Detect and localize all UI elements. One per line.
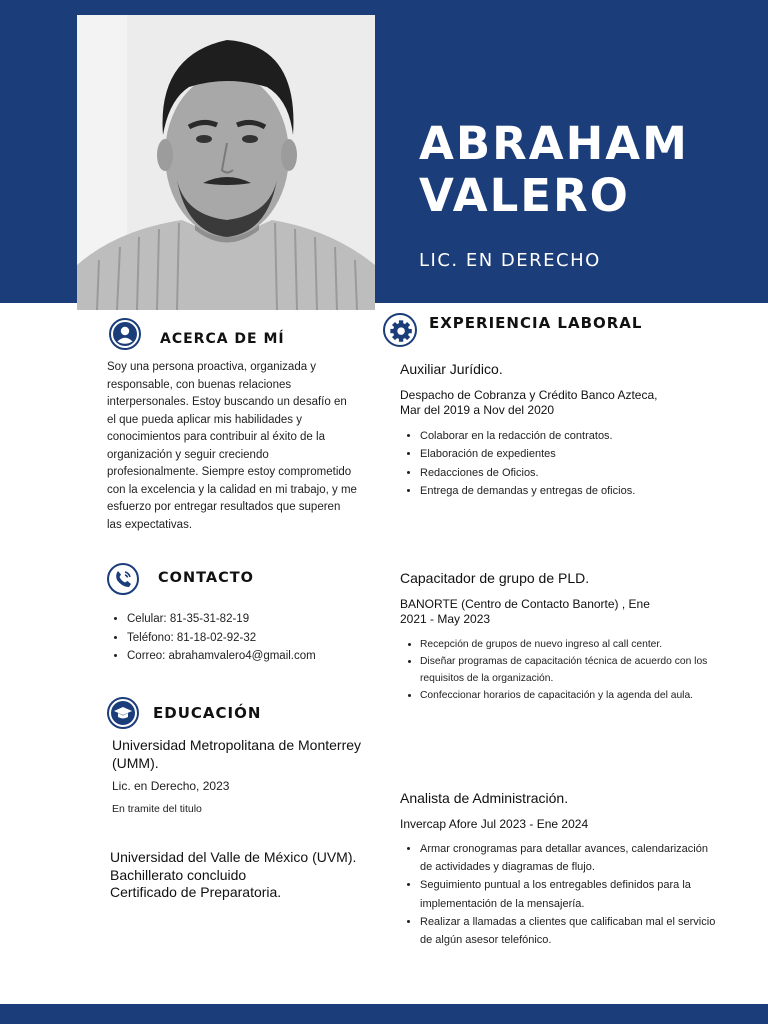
education-note: En tramite del titulo (112, 803, 202, 815)
job-org-2: BANORTE (Centro de Contacto Banorte) , Ene 2021 - May 2023 (400, 597, 650, 626)
job-duties-2 (400, 636, 720, 704)
education-entry-umm (112, 737, 362, 815)
graduation-cap-icon (107, 697, 139, 729)
about-text: Soy una persona proactiva, organizada y responsable, con buenas relaciones interpersonales. Estoy buscando un desafío en el que pueda aplicar mis habilidades y conocimientos para contribuir al éxito de la organización y seguir creciendo profesionalmente. Siempre estoy comprometido con la excelencia y la calidad en mi trabajo, y me esfuerzo por entregar resultados que superen las expectativas. (107, 361, 357, 531)
contact-title: CONTACTO (158, 570, 254, 586)
education-note: Certificado de Preparatoria. (110, 884, 282, 900)
contact-item-phone: • Teléfono: 81-18-02-92-32 (127, 629, 387, 648)
job-duty: • Realizar a llamadas a clientes que calificaban mal el servicio de algún asesor telefónico. (420, 913, 720, 949)
job-duty: • Recepción de grupos de nuevo ingreso al call center. (420, 636, 720, 653)
job-duty: • Armar cronogramas para detallar avances, calendarización de actividades y diagramas de flujo. (420, 840, 720, 876)
education-degree: Bachillerato concluido (110, 866, 247, 883)
candidate-name (419, 118, 759, 222)
experience-title: EXPERIENCIA LABORAL (429, 314, 643, 332)
job-duty: • Colaborar en la redacción de contratos. (420, 427, 720, 445)
job-duty: • Redacciones de Oficios. (420, 464, 720, 482)
contact-list (107, 610, 387, 666)
contact-item-email: • Correo: abrahamvalero4@gmail.com (127, 647, 387, 666)
gear-icon (383, 313, 417, 347)
footer-band (0, 1004, 768, 1024)
education-entry-uvm (110, 849, 370, 902)
education-institution: Universidad del Valle de México (UVM). (110, 849, 357, 865)
job-org-1: Despacho de Cobranza y Crédito Banco Azteca, Mar del 2019 a Nov del 2020 (400, 388, 658, 417)
job-title-2: Capacitador de grupo de PLD. (400, 570, 590, 586)
job-title-3: Analista de Administración. (400, 790, 569, 806)
job-duty: • Entrega de demandas y entregas de oficios. (420, 482, 720, 500)
about-title: ACERCA DE MÍ (160, 331, 285, 347)
phone-icon (107, 563, 139, 595)
job-duty: • Seguimiento puntual a los entregables definidos para la implementación de la mensajería. (420, 876, 720, 912)
education-institution: Universidad Metropolitana de Monterrey (UMM). (112, 737, 362, 771)
user-icon (109, 318, 141, 350)
job-duties-1 (400, 427, 720, 500)
job-title-1: Auxiliar Jurídico. (400, 361, 503, 377)
profile-photo (77, 15, 375, 310)
job-duty: • Elaboración de expedientes (420, 445, 720, 463)
education-title: EDUCACIÓN (153, 704, 262, 722)
job-duty: • Diseñar programas de capacitación técnica de acuerdo con los requisitos de la organización. (420, 653, 720, 687)
job-duty: • Confeccionar horarios de capacitación y la agenda del aula. (420, 687, 720, 704)
job-duties-3 (400, 840, 720, 949)
education-degree: Lic. en Derecho, 2023 (112, 779, 230, 793)
first-name: ABRAHAM (419, 117, 689, 170)
job-org-3: Invercap Afore Jul 2023 - Ene 2024 (400, 817, 589, 831)
last-name: VALERO (419, 169, 630, 222)
contact-item-mobile: • Celular: 81-35-31-82-19 (127, 610, 387, 629)
candidate-role: LIC. EN DERECHO (419, 250, 601, 271)
